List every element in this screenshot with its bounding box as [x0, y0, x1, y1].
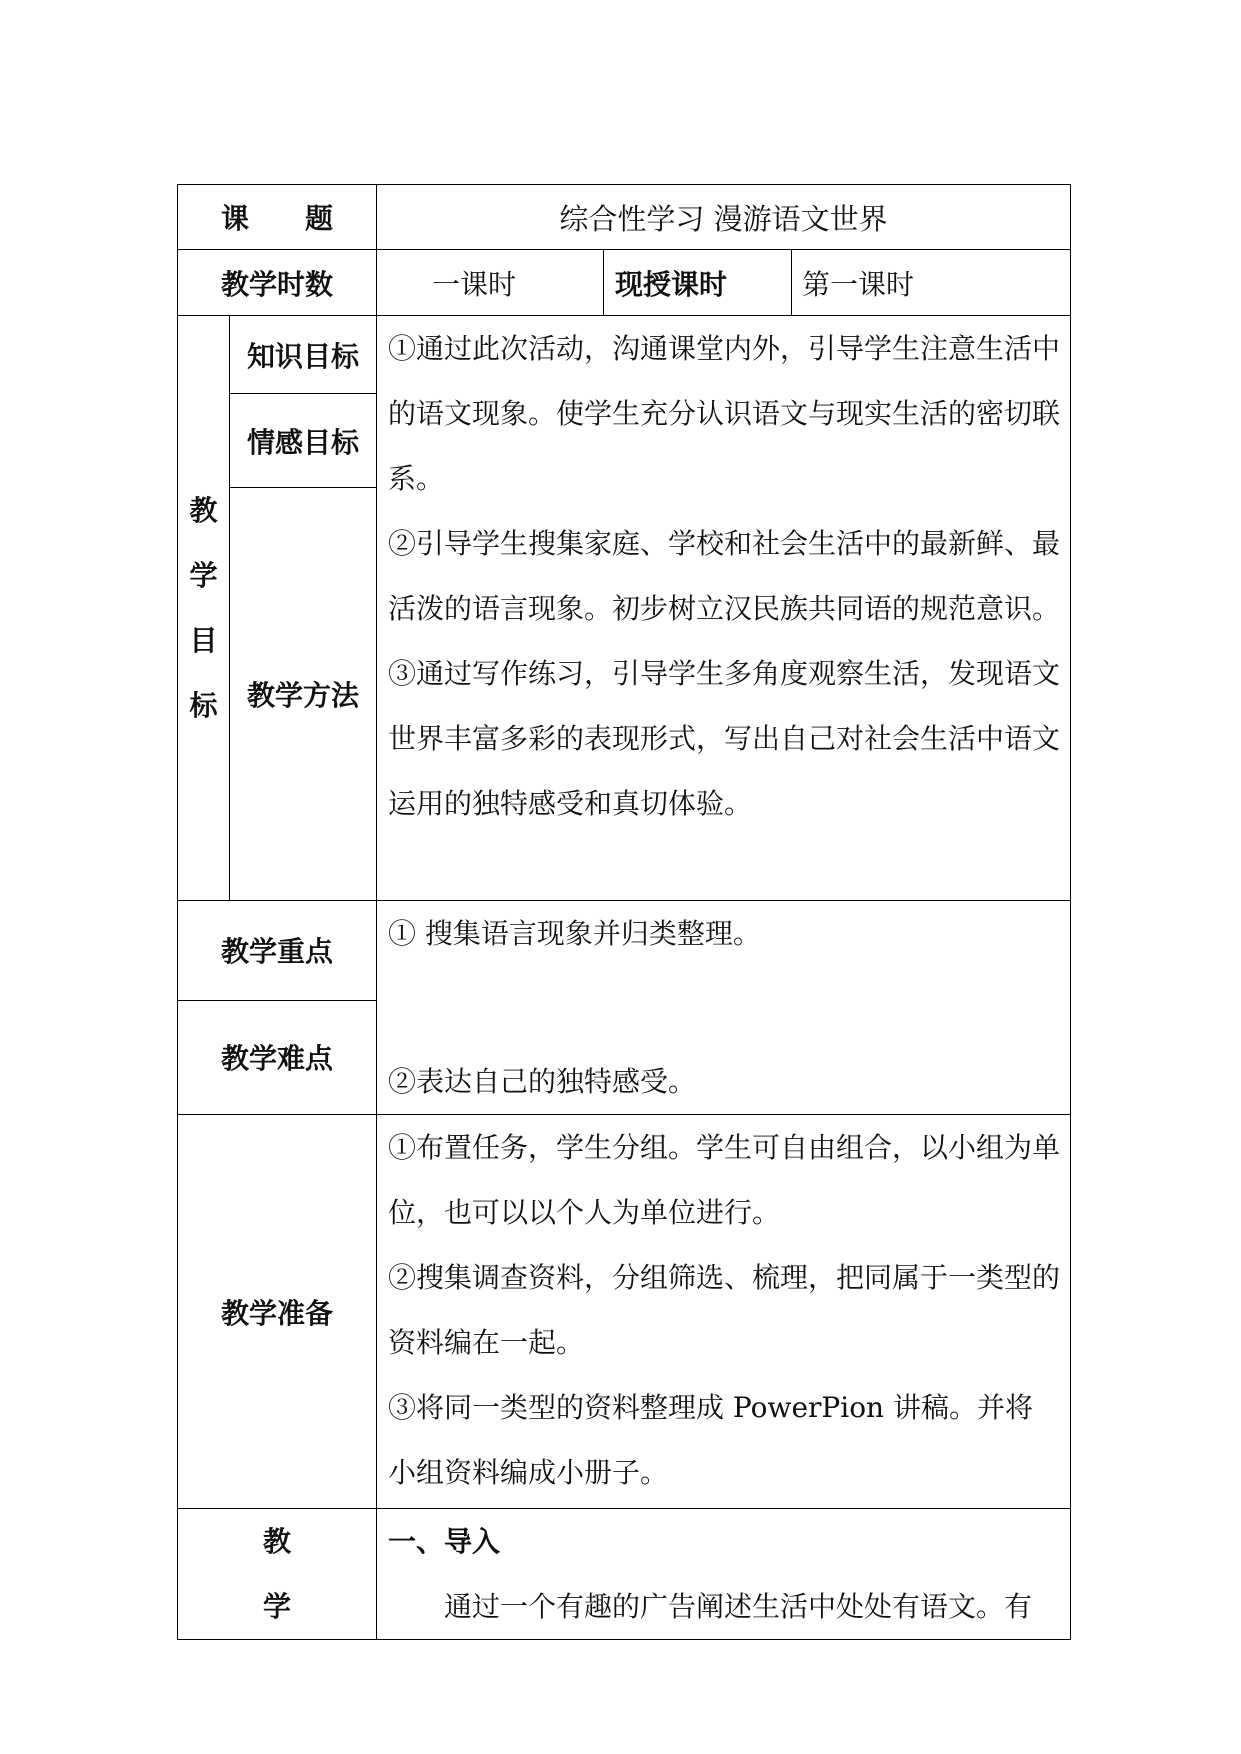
- prep-3: ③将同一类型的资料整理成 PowerPion 讲稿。并将小组资料编成小册子。: [388, 1391, 1033, 1489]
- key-point-label: 教学重点: [178, 901, 377, 1001]
- key-point-row: [178, 901, 1071, 1001]
- process-text: 通过一个有趣的广告阐述生活中处处有语文。有: [444, 1590, 1033, 1623]
- difficulty-label: 教学难点: [178, 1000, 377, 1115]
- difficulty-text: ②表达自己的独特感受。: [388, 1065, 697, 1098]
- prep-label: 教学准备: [178, 1115, 377, 1509]
- prep-row: [178, 1115, 1071, 1509]
- prep-content: [377, 1115, 1071, 1509]
- process-content: [377, 1509, 1071, 1640]
- process-heading: 一、导入: [388, 1525, 501, 1558]
- goals-row-1: [178, 316, 1071, 394]
- topic-row: [178, 185, 1071, 250]
- hours-row: [178, 250, 1071, 316]
- process-row: [178, 1509, 1071, 1640]
- knowledge-goal-label: 知识目标: [230, 316, 377, 394]
- topic-label: 课 题: [178, 185, 377, 250]
- lesson-plan-table: [177, 184, 1071, 1640]
- prep-2: ②搜集调查资料，分组筛选、梳理，把同属于一类型的资料编在一起。: [388, 1261, 1061, 1359]
- current-lesson-label: 现授课时: [604, 250, 792, 316]
- spacer: [388, 966, 1060, 1049]
- process-label: 教 学: [178, 1509, 377, 1640]
- method-label: 教学方法: [230, 488, 377, 901]
- hours-value: 一课时: [377, 250, 604, 316]
- hours-label: 教学时数: [178, 250, 377, 316]
- prep-1: ①布置任务，学生分组。学生可自由组合，以小组为单位，也可以以个人为单位进行。: [388, 1131, 1061, 1229]
- goal-3: ③通过写作练习，引导学生多角度观察生活，发现语文世界丰富多彩的表现形式，写出自己对社会生活中语文运用的独特感受和真切体验。: [388, 657, 1061, 820]
- goals-content: [377, 316, 1071, 901]
- topic-value: 综合性学习 漫游语文世界: [377, 185, 1071, 250]
- goal-2: ②引导学生搜集家庭、学校和社会生活中的最新鲜、最活泼的语言现象。初步树立汉民族共同语的规范意识。: [388, 527, 1061, 625]
- key-point-text: ① 搜集语言现象并归类整理。: [388, 917, 761, 950]
- emotion-goal-label: 情感目标: [230, 394, 377, 488]
- key-difficulty-content: [377, 901, 1071, 1115]
- current-lesson-value: 第一课时: [792, 250, 1071, 316]
- goal-1: ①通过此次活动，沟通课堂内外，引导学生注意生活中的语文现象。使学生充分认识语文与现实生活的密切联系。: [388, 332, 1061, 495]
- goals-label: 教 学 目 标: [178, 316, 230, 901]
